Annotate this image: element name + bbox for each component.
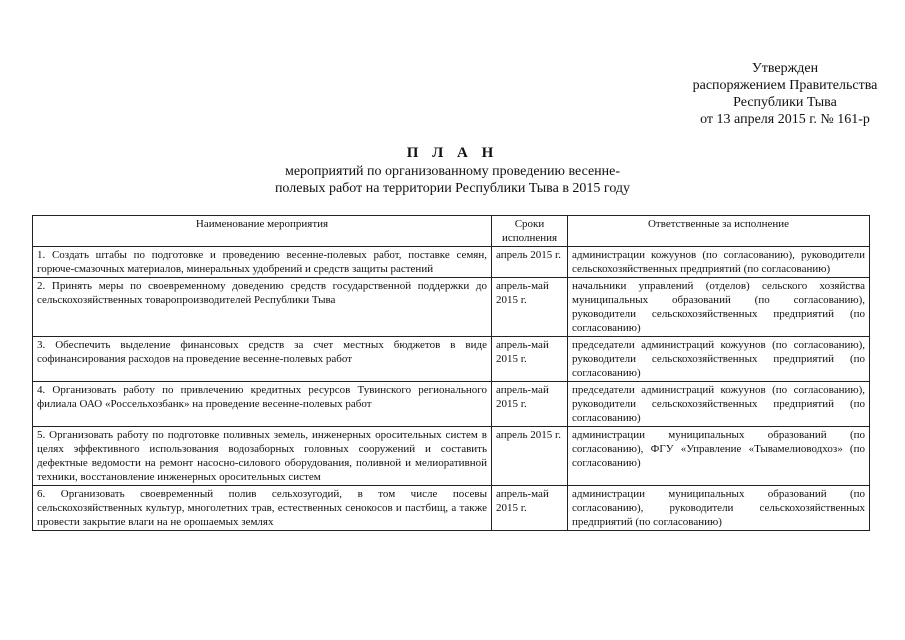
approval-block — [640, 60, 905, 128]
table-header-row — [33, 216, 870, 247]
row-terms: апрель 2015 г. — [492, 247, 568, 278]
row-terms: апрель-май 2015 г. — [492, 278, 568, 337]
row-responsible: председатели администраций кожуунов (по согласованию), руководители сельскохозяйственных предприятий (по согласованию) — [568, 337, 870, 382]
plan-subtitle-line-1: мероприятий по организованному проведению весенне- — [284, 164, 621, 179]
plan-title: П Л А Н — [406, 145, 499, 161]
plan-subtitle — [0, 163, 905, 197]
row-terms: апрель-май 2015 г. — [492, 486, 568, 531]
row-name: 3. Обеспечить выделение финансовых средств за счет местных бюджетов в виде софинансирования расходов на проведение весенне-полевых работ — [33, 337, 492, 382]
header-responsible: Ответственные за исполнение — [568, 216, 870, 247]
header-name: Наименование мероприятия — [33, 216, 492, 247]
row-name: 5. Организовать работу по подготовке поливных земель, инженерных оросительных систем в целях эффективного использования водозаборных головных сооружений и составить дефектные ведомости на ремонт насосно-силового оборудования, поливной и мелиоративной техники, восстановление инженерных оросительных систем — [33, 427, 492, 486]
row-name: 2. Принять меры по своевременному доведению средств государственной поддержки до сельскохозяйственных товаропроизводителей Республики Тыва — [33, 278, 492, 337]
header-terms: Сроки исполнения — [492, 216, 568, 247]
approval-line-1: Утвержден — [751, 61, 819, 76]
approval-line-4: от 13 апреля 2015 г. № 161-р — [700, 112, 870, 127]
row-name: 4. Организовать работу по привлечению кредитных ресурсов Тувинского регионального филиала ОАО «Россельхозбанк» на проведение весенне-полевых работ — [33, 382, 492, 427]
plan-subtitle-line-2: полевых работ на территории Республики Тыва в 2015 году — [274, 181, 631, 196]
approval-line-2: распоряжением Правительства — [692, 78, 878, 93]
row-responsible: председатели администраций кожуунов (по согласованию), руководители сельскохозяйственных предприятий (по согласованию) — [568, 382, 870, 427]
row-terms: апрель-май 2015 г. — [492, 337, 568, 382]
row-terms: апрель 2015 г. — [492, 427, 568, 486]
row-name: 1. Создать штабы по подготовке и проведению весенне-полевых работ, поставке семян, горюче-смазочных материалов, минеральных удобрений и средств защиты растений — [33, 247, 492, 278]
table-row — [33, 247, 870, 278]
table-row — [33, 278, 870, 337]
table-row — [33, 382, 870, 427]
table-row — [33, 337, 870, 382]
row-responsible: начальники управлений (отделов) сельского хозяйства муниципальных образований (по согласованию), руководители сельскохозяйственных предприятий (по согласованию) — [568, 278, 870, 337]
row-responsible: администрации муниципальных образований (по согласованию), руководители сельскохозяйственных предприятий (по согласованию) — [568, 486, 870, 531]
approval-line-3: Республики Тыва — [733, 95, 837, 110]
table-row — [33, 486, 870, 531]
row-terms: апрель-май 2015 г. — [492, 382, 568, 427]
table-row — [33, 427, 870, 486]
plan-table — [32, 215, 870, 531]
row-responsible: администрации муниципальных образований (по согласованию), ФГУ «Управление «Тывамелиоводхоз» (по согласованию) — [568, 427, 870, 486]
row-responsible: администрации кожуунов (по согласованию), руководители сельскохозяйственных предприятий (по согласованию) — [568, 247, 870, 278]
row-name: 6. Организовать своевременный полив сельхозугодий, в том числе посевы сельскохозяйственных культур, многолетних трав, естественных сенокосов и пастбищ, а также провести закрытие влаги на не орошаемых землях — [33, 486, 492, 531]
